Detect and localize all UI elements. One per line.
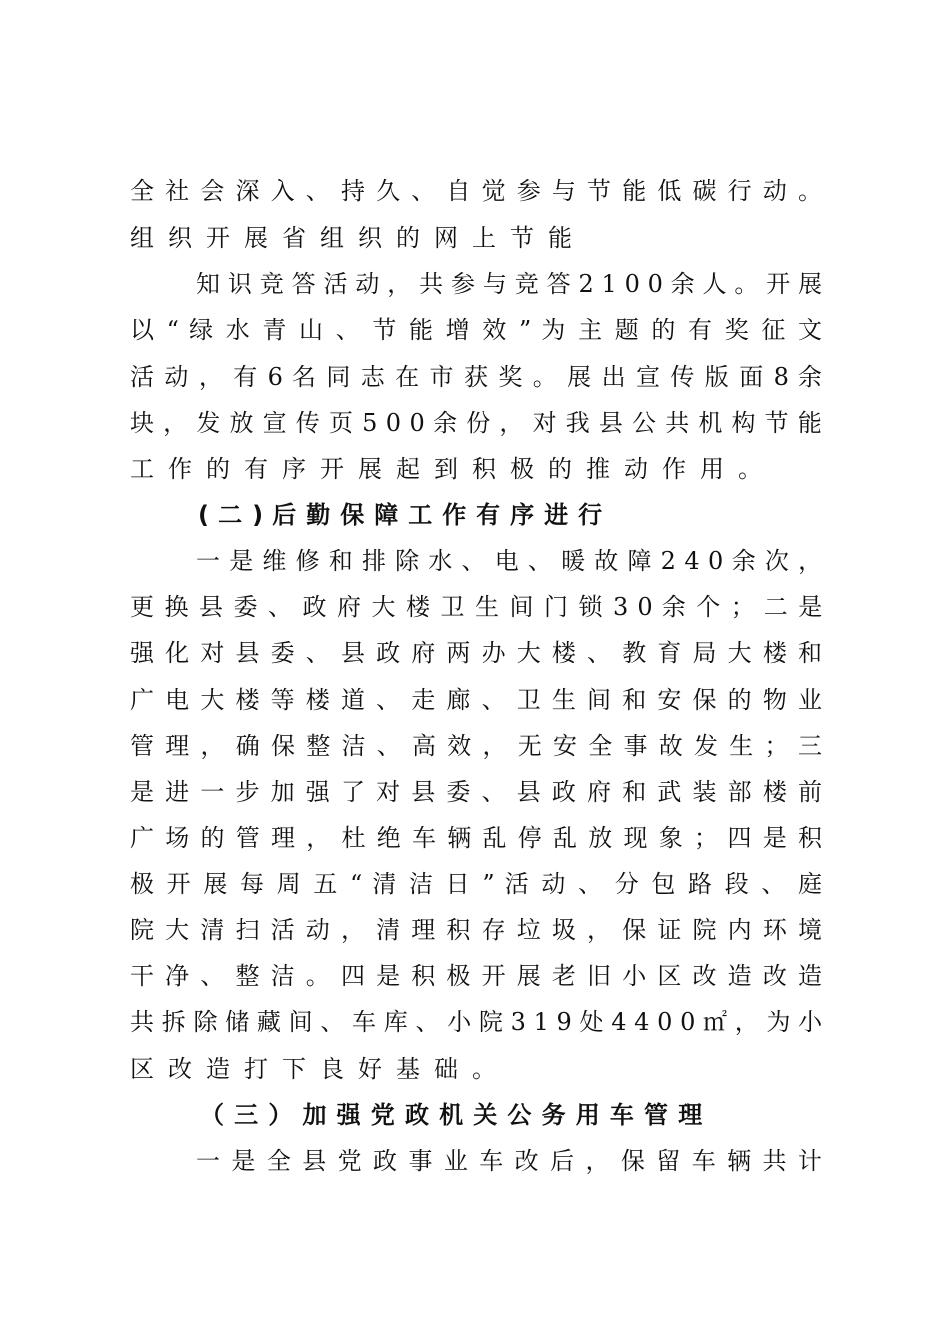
text-line: 以 “ 绿 水 青 山 、 节 能 增 效 ” 为 主 题 的 有 奖 征 文	[130, 316, 822, 344]
section-heading: （ 三 ） 加 强 党 政 机 关 公 务 用 车 管 理	[200, 1101, 702, 1129]
text-line: 广 场 的 管 理 ， 杜 绝 车 辆 乱 停 乱 放 现 象 ； 四 是 积	[130, 824, 822, 852]
text-line: 一 是 全 县 党 政 事 业 车 改 后 ， 保 留 车 辆 共 计	[196, 1147, 822, 1175]
section-heading: ( 二 ) 后 勤 保 障 工 作 有 序 进 行	[198, 501, 602, 529]
text-line: 一 是 维 修 和 排 除 水 、 电 、 暖 故 障 2 4 0 余 次 ，	[196, 547, 822, 575]
text-line: 更 换 县 委 、 政 府 大 楼 卫 生 间 门 锁 3 0 余 个 ； 二 是	[130, 593, 822, 621]
text-line: 院 大 清 扫 活 动 ， 清 理 积 存 垃 圾 ， 保 证 院 内 环 境	[130, 916, 822, 944]
text-line: 区改造打下良好基础。	[130, 1055, 510, 1083]
text-line: 全 社 会 深 入 、 持 久 、 自 觉 参 与 节 能 低 碳 行 动 。	[130, 177, 822, 205]
text-line: 管 理 ， 确 保 整 洁 、 高 效 ， 无 安 全 事 故 发 生 ； 三	[130, 732, 822, 760]
text-line: 组织开展省组织的网上节能	[130, 224, 586, 252]
text-line: 工作的有序开展起到积极的推动作用。	[130, 455, 776, 483]
text-line: 极 开 展 每 周 五 “ 清 洁 日 ” 活 动 、 分 包 路 段 、 庭	[130, 870, 822, 898]
text-line: 是 进 一 步 加 强 了 对 县 委 、 县 政 府 和 武 装 部 楼 前	[130, 778, 822, 806]
text-line: 广 电 大 楼 等 楼 道 、 走 廊 、 卫 生 间 和 安 保 的 物 业	[130, 686, 822, 714]
text-line: 强 化 对 县 委 、 县 政 府 两 办 大 楼 、 教 育 局 大 楼 和	[130, 639, 822, 667]
text-line: 知 识 竞 答 活 动 ， 共 参 与 竞 答 2 1 0 0 余 人 。 开 展	[196, 270, 822, 298]
text-line: 干 净 、 整 洁 。 四 是 积 极 开 展 老 旧 小 区 改 造 改 造	[130, 962, 822, 990]
text-line: 活 动 ， 有 6 名 同 志 在 市 获 奖 。 展 出 宣 传 版 面 8 余	[130, 363, 822, 391]
text-line: 块 ， 发 放 宣 传 页 5 0 0 余 份 ， 对 我 县 公 共 机 构 节 能	[130, 409, 822, 437]
text-line: 共 拆 除 储 藏 间 、 车 库 、 小 院 3 1 9 处 4 4 0 0 ㎡ ， 为 小	[130, 1008, 822, 1036]
